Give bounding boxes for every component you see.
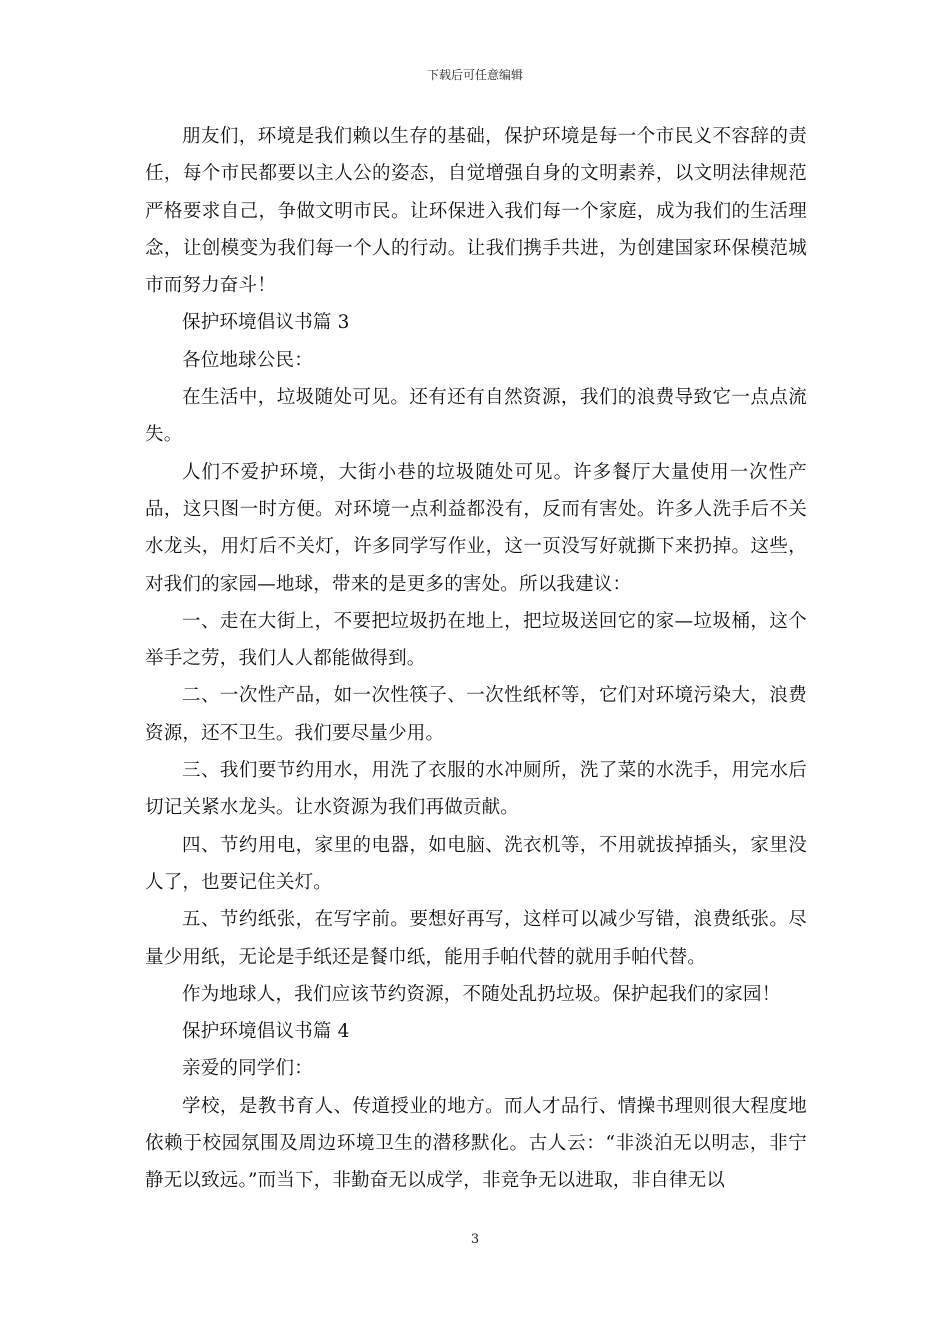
paragraph: 学校，是教书育人、传道授业的地方。而人才品行、情操书理则很大程度地依赖于校园氛围及周边环境卫生的潜移默化。古人云：“非淡泊无以明志，非宁静无以致远。”而当下，非勤奋无以成学，非竞争无以进取，非自律无以 bbox=[145, 1095, 807, 1192]
paragraph: 在生活中，垃圾随处可见。还有还有自然资源，我们的浪费导致它一点点流失。 bbox=[145, 387, 807, 446]
paragraph: 朋友们，环境是我们赖以生存的基础，保护环境是每一个市民义不容辞的责任，每个市民都要以主人公的姿态，自觉增强自身的文明素养，以文明法律规范严格要求自己，争做文明市民。让环保进入我们每一个家庭，成为我们的生活理念，让创模变为我们每一个人的行动。让我们携手共进，为创建国家环保模范城市而努力奋斗！ bbox=[145, 126, 807, 297]
list-item: 五、节约纸张，在写字前。要想好再写，这样可以减少写错，浪费纸张。尽量少用纸，无论是手纸还是餐巾纸，能用手帕代替的就用手帕代替。 bbox=[145, 909, 807, 968]
list-item: 三、我们要节约用水，用洗了衣服的水冲厕所，洗了菜的水洗手，用完水后切记关紧水龙头。让水资源为我们再做贡献。 bbox=[145, 760, 807, 819]
list-item: 一、走在大街上，不要把垃圾扔在地上，把垃圾送回它的家—垃圾桶，这个举手之劳，我们人人都能做得到。 bbox=[145, 610, 807, 670]
list-item: 四、节约用电，家里的电器，如电脑、洗衣机等，不用就拔掉插头，家里没人了，也要记住关灯。 bbox=[145, 834, 807, 893]
paragraph: 作为地球人，我们应该节约资源，不随处乱扔垃圾。保护起我们的家园！ bbox=[182, 983, 781, 1005]
section-heading: 保护环境倡议书篇 3 bbox=[182, 312, 350, 334]
salutation: 各位地球公民： bbox=[182, 349, 313, 371]
salutation: 亲爱的同学们： bbox=[182, 1058, 313, 1080]
document-body bbox=[145, 118, 807, 1200]
list-item: 二、一次性产品，如一次性筷子、一次性纸杯等，它们对环境污染大，浪费资源，还不卫生。我们要尽量少用。 bbox=[145, 685, 807, 744]
paragraph: 人们不爱护环境，大街小巷的垃圾随处可见。许多餐厅大量使用一次性产品，这只图一时方便。对环境一点利益都没有，反而有害处。许多人洗手后不关水龙头，用灯后不关灯，许多同学写作业，这一页没写好就撕下来扔掉。这些，对我们的家园—地球，带来的是更多的害处。所以我建议： bbox=[145, 461, 807, 595]
page-header: 下载后可任意编辑 bbox=[426, 68, 523, 82]
page-number: 3 bbox=[470, 1232, 480, 1247]
section-heading: 保护环境倡议书篇 4 bbox=[182, 1021, 350, 1043]
